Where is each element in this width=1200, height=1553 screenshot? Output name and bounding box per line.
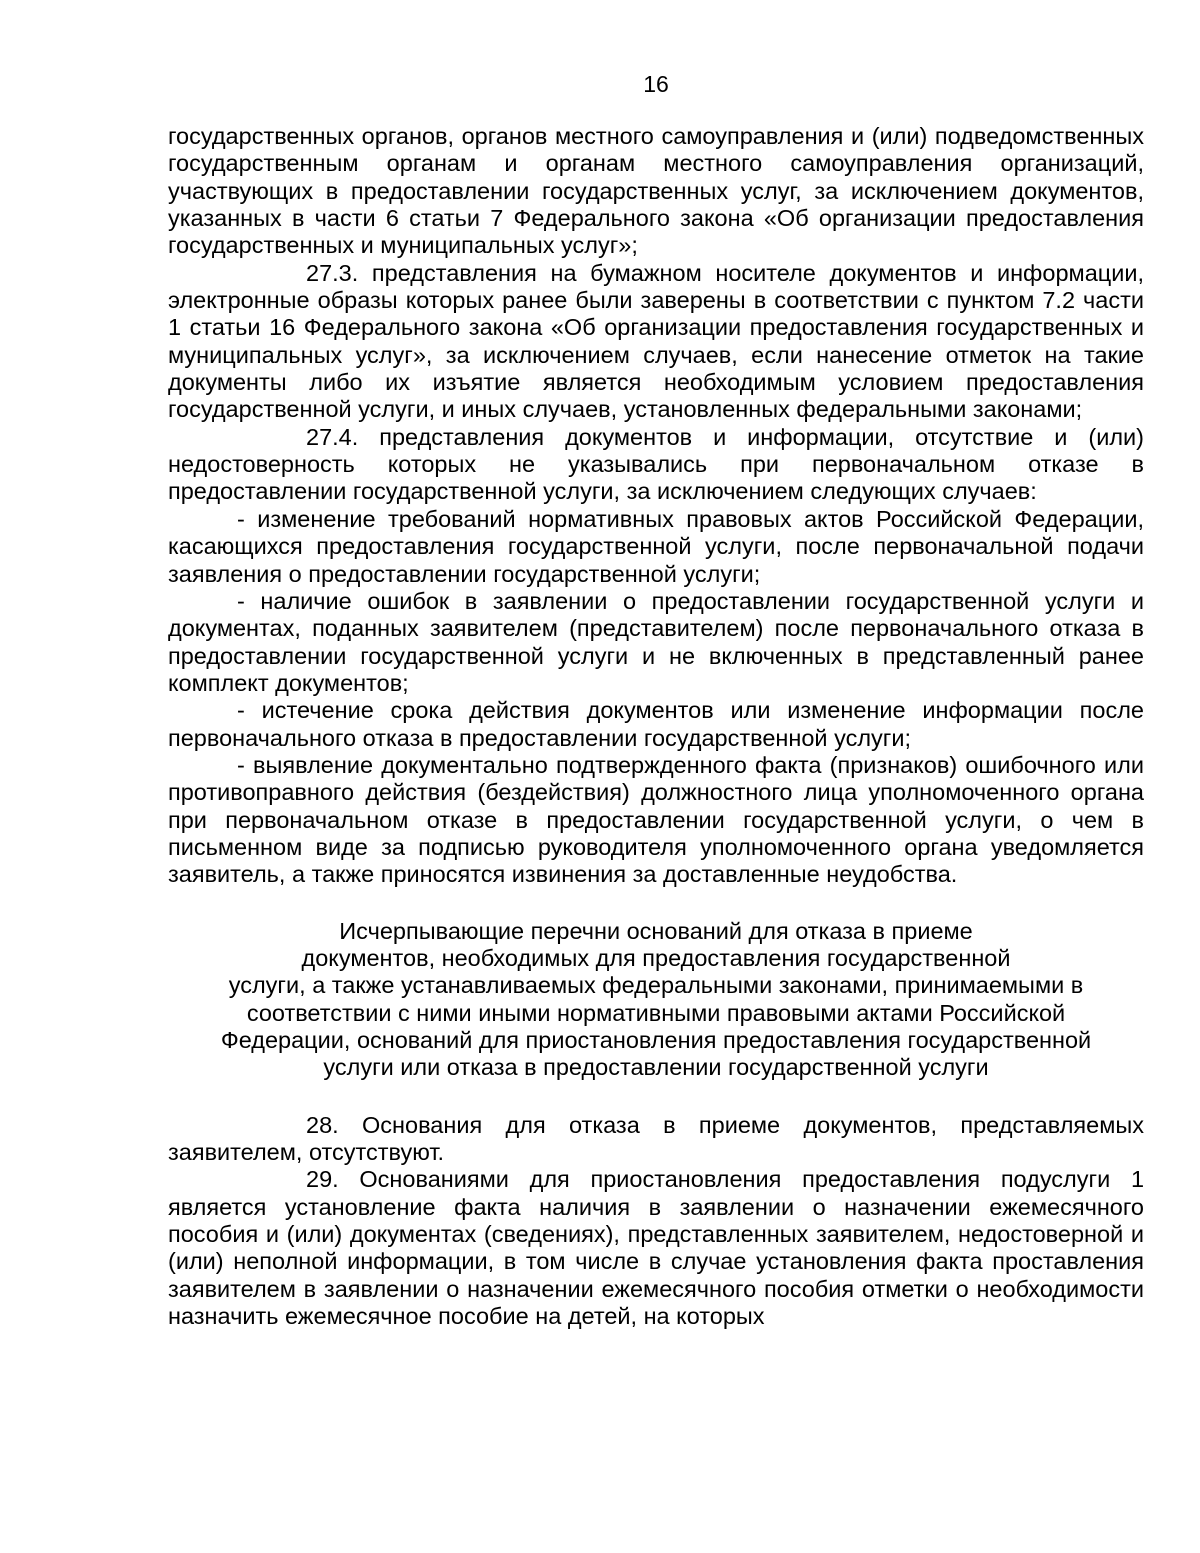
document-body [168, 123, 1144, 1330]
paragraph-27-4 [168, 424, 1144, 506]
section-spacer [168, 1082, 1144, 1112]
list-item: - истечение срока действия документов или изменение информации после первоначального отказа в предоставлении государственной услуги; [168, 697, 1144, 751]
paragraph-28 [168, 1112, 1144, 1167]
page-number: 16 [643, 71, 669, 97]
paragraph-text: Основания для отказа в приеме документов, представляемых заявителем, отсутствуют. [168, 1111, 1144, 1166]
heading-line: услуги или отказа в предоставлении государственной услуги [323, 1054, 989, 1081]
paragraph-text: представления на бумажном носителе документов и информации, электронные образы которых ранее были заверены в соответствии с пунктом 7.2 части 1 статьи 16 Федерального закона «Об организации предоставления государственных и муниципальных услуг», за исключением случаев, если нанесение отметок на такие документы либо их изъятие является необходимым условием предоставления государственной услуги, и иных случаев, установленных федеральными законами; [168, 259, 1144, 423]
paragraph-continuation: государственных органов, органов местного самоуправления и (или) подведомственных государственным органам и органам местного самоуправления организаций, участвующих в предоставлении государственных услуг, за исключением документов, указанных в части 6 статьи 7 Федерального закона «Об организации предоставления государственных и муниципальных услуг»; [168, 123, 1144, 259]
list-item: - наличие ошибок в заявлении о предоставлении государственной услуги и документах, поданных заявителем (представителем) после первоначального отказа в предоставлении государственной услуги и не включенных в представленный ранее комплект документов; [168, 587, 1144, 696]
paragraph-29 [168, 1166, 1144, 1330]
list-item: - выявление документально подтвержденного факта (признаков) ошибочного или противоправного действия (бездействия) должностного лица уполномоченного органа при первоначальном отказе в предоставлении государственной услуги, о чем в письменном виде за подписью руководителя уполномоченного органа уведомляется заявитель, а также приносятся извинения за доставленные неудобства. [168, 751, 1144, 888]
heading-line: соответствии с ними иными нормативными правовыми актами Российской [246, 999, 1066, 1026]
section-spacer [168, 889, 1144, 918]
heading-line: Федерации, оснований для приостановления предоставления государственной [220, 1027, 1092, 1053]
heading-line: Исчерпывающие перечни оснований для отказа в приеме [339, 917, 973, 944]
paragraph-number: 29. [306, 1166, 339, 1193]
section-heading [168, 918, 1144, 1082]
paragraph-text: Основаниями для приостановления предоставления подуслуги 1 является установление факта наличия в заявлении о назначении ежемесячного пособия и (или) документах (сведениях), представленных заявителем, недостоверной и (или) неполной информации, в том числе в случае установления факта проставления заявителем в заявлении о назначении ежемесячного пособия отметки о необходимости назначить ежемесячное пособие на детей, на которых [168, 1166, 1145, 1330]
paragraph-27-3 [168, 260, 1144, 424]
heading-line: документов, необходимых для предоставления государственной [301, 944, 1011, 971]
paragraph-number: 28. [306, 1111, 339, 1138]
paragraph-number: 27.3. [306, 259, 359, 286]
heading-line: услуги, а также устанавливаемых федеральными законами, принимаемыми в [228, 972, 1084, 999]
list-item: - изменение требований нормативных правовых актов Российской Федерации, касающихся предоставления государственной услуги, после первоначальной подачи заявления о предоставлении государственной услуги; [168, 505, 1144, 587]
paragraph-text: представления документов и информации, отсутствие и (или) недостоверность которых не указывались при первоначальном отказе в предоставлении государственной услуги, за исключением следующих случаев: [168, 423, 1144, 505]
paragraph-number: 27.4. [306, 423, 359, 450]
